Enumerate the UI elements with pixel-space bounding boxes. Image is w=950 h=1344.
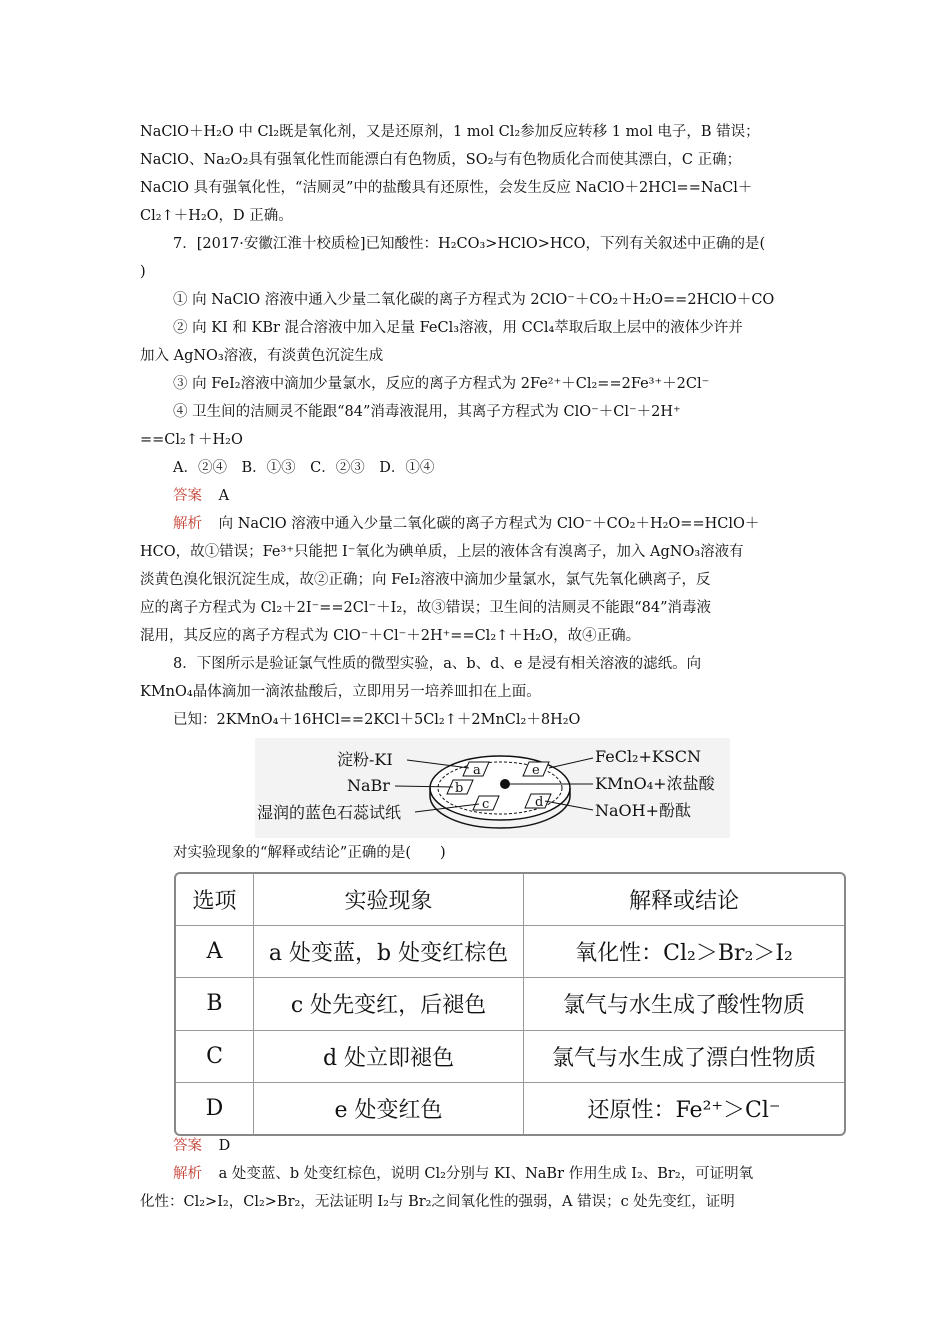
table-header-row [176,874,844,926]
answer-label: 答案 [173,1138,202,1154]
table-row [176,926,844,978]
table-cell: A [176,926,254,978]
text-line: HCO，故①错误；Fe³⁺只能把 I⁻氧化为碘单质，上层的液体含有溴离子，加入 AgNO₃溶液有 [140,544,744,560]
explanation-8 [173,1164,821,1184]
text-line: NaClO 具有强氧化性，“洁厕灵”中的盐酸具有还原性，会发生反应 NaClO＋2HCl==NaCl＋ [140,180,753,196]
option-4-cont: ==Cl₂↑＋H₂O [140,432,243,448]
option-4: ④ 卫生间的洁厕灵不能跟“84”消毒液混用，其离子方程式为 ClO⁻＋Cl⁻＋2H⁺ [173,404,681,420]
explanation-text: a 处变蓝、b 处变红棕色，说明 Cl₂分别与 KI、NaBr 作用生成 I₂、Br₂，可证明氧 [218,1166,754,1182]
label-fecl2-kscn: FeCl₂+KSCN [595,747,702,766]
label-naoh-phenolphthalein: NaOH+酚酞 [595,801,692,820]
svg-text:c: c [482,797,490,812]
option-2-cont: 加入 AgNO₃溶液，有淡黄色沉淀生成 [140,348,384,364]
answer-value: D [218,1138,231,1154]
option-2: ② 向 KI 和 KBr 混合溶液中加入足量 FeCl₃溶液，用 CCl₄萃取后取上层中的液体少许并 [173,320,743,336]
text-line: 混用，其反应的离子方程式为 ClO⁻＋Cl⁻＋2H⁺==Cl₂↑＋H₂O，故④正确。 [140,628,641,644]
svg-text:b: b [455,781,464,796]
label-litmus: 湿润的蓝色石蕊试纸 [257,803,402,822]
question-7-stem-end: ) [140,264,146,280]
text-line: NaClO＋H₂O 中 Cl₂既是氧化剂，又是还原剂，1 mol Cl₂参加反应转移 1 mol 电子，B 错误； [140,124,760,140]
svg-text:e: e [532,763,540,778]
answer-7 [173,486,821,506]
table-row [176,978,844,1030]
table-cell: D [176,1082,254,1134]
table-header: 选项 [176,874,254,926]
petri-dish-diagram [255,738,730,838]
svg-text:d: d [535,795,544,810]
table-header: 实验现象 [254,874,524,926]
question-8-ask: 对实验现象的“解释或结论”正确的是( ) [173,845,446,861]
choices: A．②④ B．①③ C．②③ D．①④ [173,460,435,476]
table-cell: 氯气与水生成了酸性物质 [524,978,845,1030]
table-cell: c 处先变红，后褪色 [254,978,524,1030]
table-cell: B [176,978,254,1030]
table-cell: d 处立即褪色 [254,1030,524,1082]
text-line: NaClO、Na₂O₂具有强氧化性而能漂白有色物质，SO₂与有色物质化合而使其漂白，C 正确； [140,152,742,168]
label-kmno4-hcl: KMnO₄+浓盐酸 [595,774,715,793]
label-starch-ki: 淀粉-KI [337,750,393,769]
table-row [176,1082,844,1134]
known-equation: 已知：2KMnO₄＋16HCl==2KCl＋5Cl₂↑＋2MnCl₂＋8H₂O [173,712,581,728]
text-line: 应的离子方程式为 Cl₂＋2I⁻==2Cl⁻＋I₂，故③错误；卫生间的洁厕灵不能跟“84”消毒液 [140,600,711,616]
table-cell: 氧化性：Cl₂＞Br₂＞I₂ [524,926,845,978]
text-line: 化性：Cl₂>I₂，Cl₂>Br₂，无法证明 I₂与 Br₂之间氧化性的强弱，A 错误；c 处先变红，证明 [140,1194,735,1210]
text-line: Cl₂↑＋H₂O，D 正确。 [140,208,293,224]
table-cell: 氯气与水生成了漂白性物质 [524,1030,845,1082]
explanation-text: 向 NaClO 溶液中通入少量二氧化碳的离子方程式为 ClO⁻＋CO₂＋H₂O==HClO＋ [218,516,760,532]
answer-8 [173,1136,821,1156]
table-cell: e 处变红色 [254,1082,524,1134]
table-row [176,1030,844,1082]
result-table [174,872,846,1136]
label-nabr: NaBr [347,776,390,795]
table-cell: 还原性：Fe²⁺＞Cl⁻ [524,1082,845,1134]
question-7-stem: 7．[2017·安徽江淮十校质检]已知酸性：H₂CO₃>HClO>HCO，下列有关叙述中正确的是( [173,236,766,252]
answer-label: 答案 [173,488,202,504]
explanation-7 [173,514,821,534]
text-line: 淡黄色溴化银沉淀生成，故②正确；向 FeI₂溶液中滴加少量氯水，氯气先氧化碘离子，反 [140,572,711,588]
svg-text:a: a [473,763,481,778]
table-cell: C [176,1030,254,1082]
answer-value: A [218,488,230,504]
table-cell: a 处变蓝，b 处变红棕色 [254,926,524,978]
question-8-stem-cont: KMnO₄晶体滴加一滴浓盐酸后，立即用另一培养皿扣在上面。 [140,684,541,700]
question-8-stem: 8．下图所示是验证氯气性质的微型实验，a、b、d、e 是浸有相关溶液的滤纸。向 [173,656,702,672]
kmno4-crystal [500,779,510,789]
option-1: ① 向 NaClO 溶液中通入少量二氧化碳的离子方程式为 2ClO⁻＋CO₂＋H₂O==2HClO＋CO [173,292,775,308]
option-3: ③ 向 FeI₂溶液中滴加少量氯水，反应的离子方程式为 2Fe²⁺＋Cl₂==2Fe³⁺＋2Cl⁻ [173,376,710,392]
table-header: 解释或结论 [524,874,845,926]
explanation-label: 解析 [173,516,202,532]
explanation-label: 解析 [173,1166,202,1182]
